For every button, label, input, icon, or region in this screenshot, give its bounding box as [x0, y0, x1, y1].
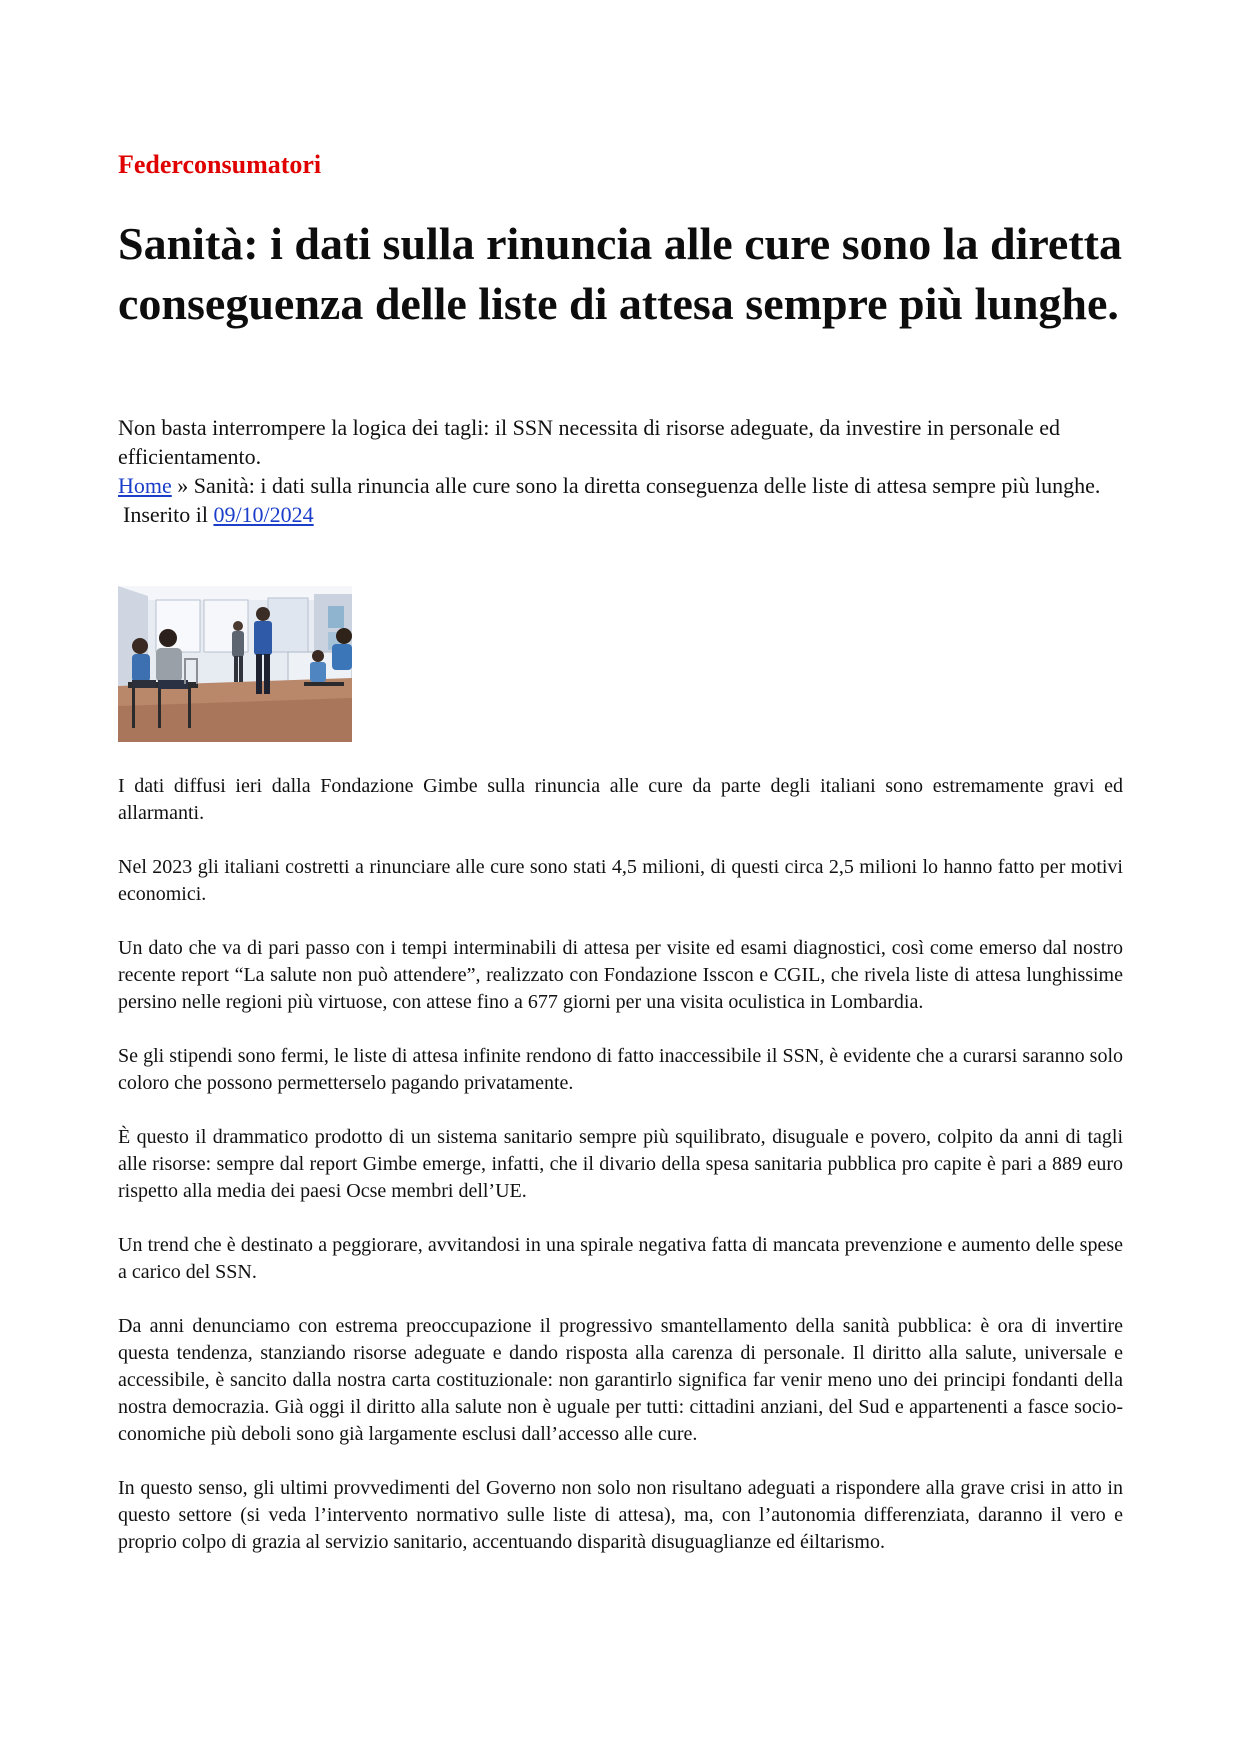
- breadcrumb: [118, 471, 1123, 500]
- article-photo: [118, 586, 352, 742]
- inserted-label: Inserito il: [123, 502, 214, 527]
- waiting-room-image: [118, 586, 352, 742]
- source-label: Federconsumatori: [118, 150, 322, 179]
- article-intro: [118, 413, 1123, 529]
- body-paragraph: È questo il drammatico prodotto di un sistema sanitario sempre più squilibrato, disuguale e povero, colpito da anni di tagli alle risorse: sempre dal report Gimbe emerge, infatti, che il divario della spesa sanitaria pubblica pro capite è pari a 889 euro rispetto alla media dei paesi Ocse membri dell’UE.: [118, 1126, 1123, 1202]
- article-subtitle: Non basta interrompere la logica dei tagli: il SSN necessita di risorse adeguate, da investire in personale ed efficientamento.: [118, 415, 1061, 469]
- body-paragraph: In questo senso, gli ultimi provvedimenti del Governo non solo non risultano adeguati a rispondere alla grave crisi in atto in questo settore (si veda l’intervento normativo sulle liste di attesa), ma, con l’autonomia differenziata, daranno il vero e proprio colpo di grazia al servizio sanitario, accentuando disparità disuguaglianze ed éiltarismo.: [118, 1477, 1123, 1553]
- breadcrumb-separator: »: [171, 473, 194, 498]
- body-paragraph: I dati diffusi ieri dalla Fondazione Gimbe sulla rinuncia alle cure da parte degli italiani sono estremamente gravi ed allarmanti.: [118, 775, 1123, 824]
- breadcrumb-home-link[interactable]: Home: [118, 473, 172, 498]
- body-paragraph: Un trend che è destinato a peggiorare, avvitandosi in una spirale negativa fatta di mancata prevenzione e aumento delle spese a carico del SSN.: [118, 1234, 1123, 1283]
- body-paragraph: Nel 2023 gli italiani costretti a rinunciare alle cure sono stati 4,5 milioni, di questi circa 2,5 milioni lo hanno fatto per motivi economici.: [118, 856, 1123, 905]
- publish-date-link[interactable]: 09/10/2024: [213, 502, 314, 527]
- publish-meta: [118, 500, 1123, 529]
- body-paragraph: Se gli stipendi sono fermi, le liste di attesa infinite rendono di fatto inaccessibile il SSN, è evidente che a curarsi saranno solo coloro che possono permetterselo pagando privatamente.: [118, 1045, 1123, 1094]
- article-title: Sanità: i dati sulla rinuncia alle cure sono la diretta conseguenza delle liste di attesa sempre più lunghe.: [118, 218, 1122, 329]
- body-paragraph: Da anni denunciamo con estrema preoccupazione il progressivo smantellamento della sanità pubblica: è ora di invertire questa tendenza, stanziando risorse adeguate e dando risposta alla carenza di personale. Il diritto alla salute, universale e accessibile, è sancito dalla nostra carta costituzionale: non garantirlo significa far venir meno uno dei principi fondanti della nostra democrazia. Già oggi il diritto alla salute non è uguale per tutti: cittadini anziani, del Sud e appartenenti a fasce socio-conomiche più deboli sono già largamente esclusi dall’accesso alle cure.: [118, 1315, 1123, 1445]
- breadcrumb-current: Sanità: i dati sulla rinuncia alle cure sono la diretta conseguenza delle liste di attesa sempre più lunghe.: [193, 473, 1101, 498]
- article-body: [118, 773, 1123, 1583]
- body-paragraph: Un dato che va di pari passo con i tempi interminabili di attesa per visite ed esami diagnostici, così come emerso dal nostro recente report “La salute non può attendere”, realizzato con Fondazione Isscon e CGIL, che rivela liste di attesa lunghissime persino nelle regioni più virtuose, con attese fino a 677 giorni per una visita oculistica in Lombardia.: [118, 937, 1123, 1013]
